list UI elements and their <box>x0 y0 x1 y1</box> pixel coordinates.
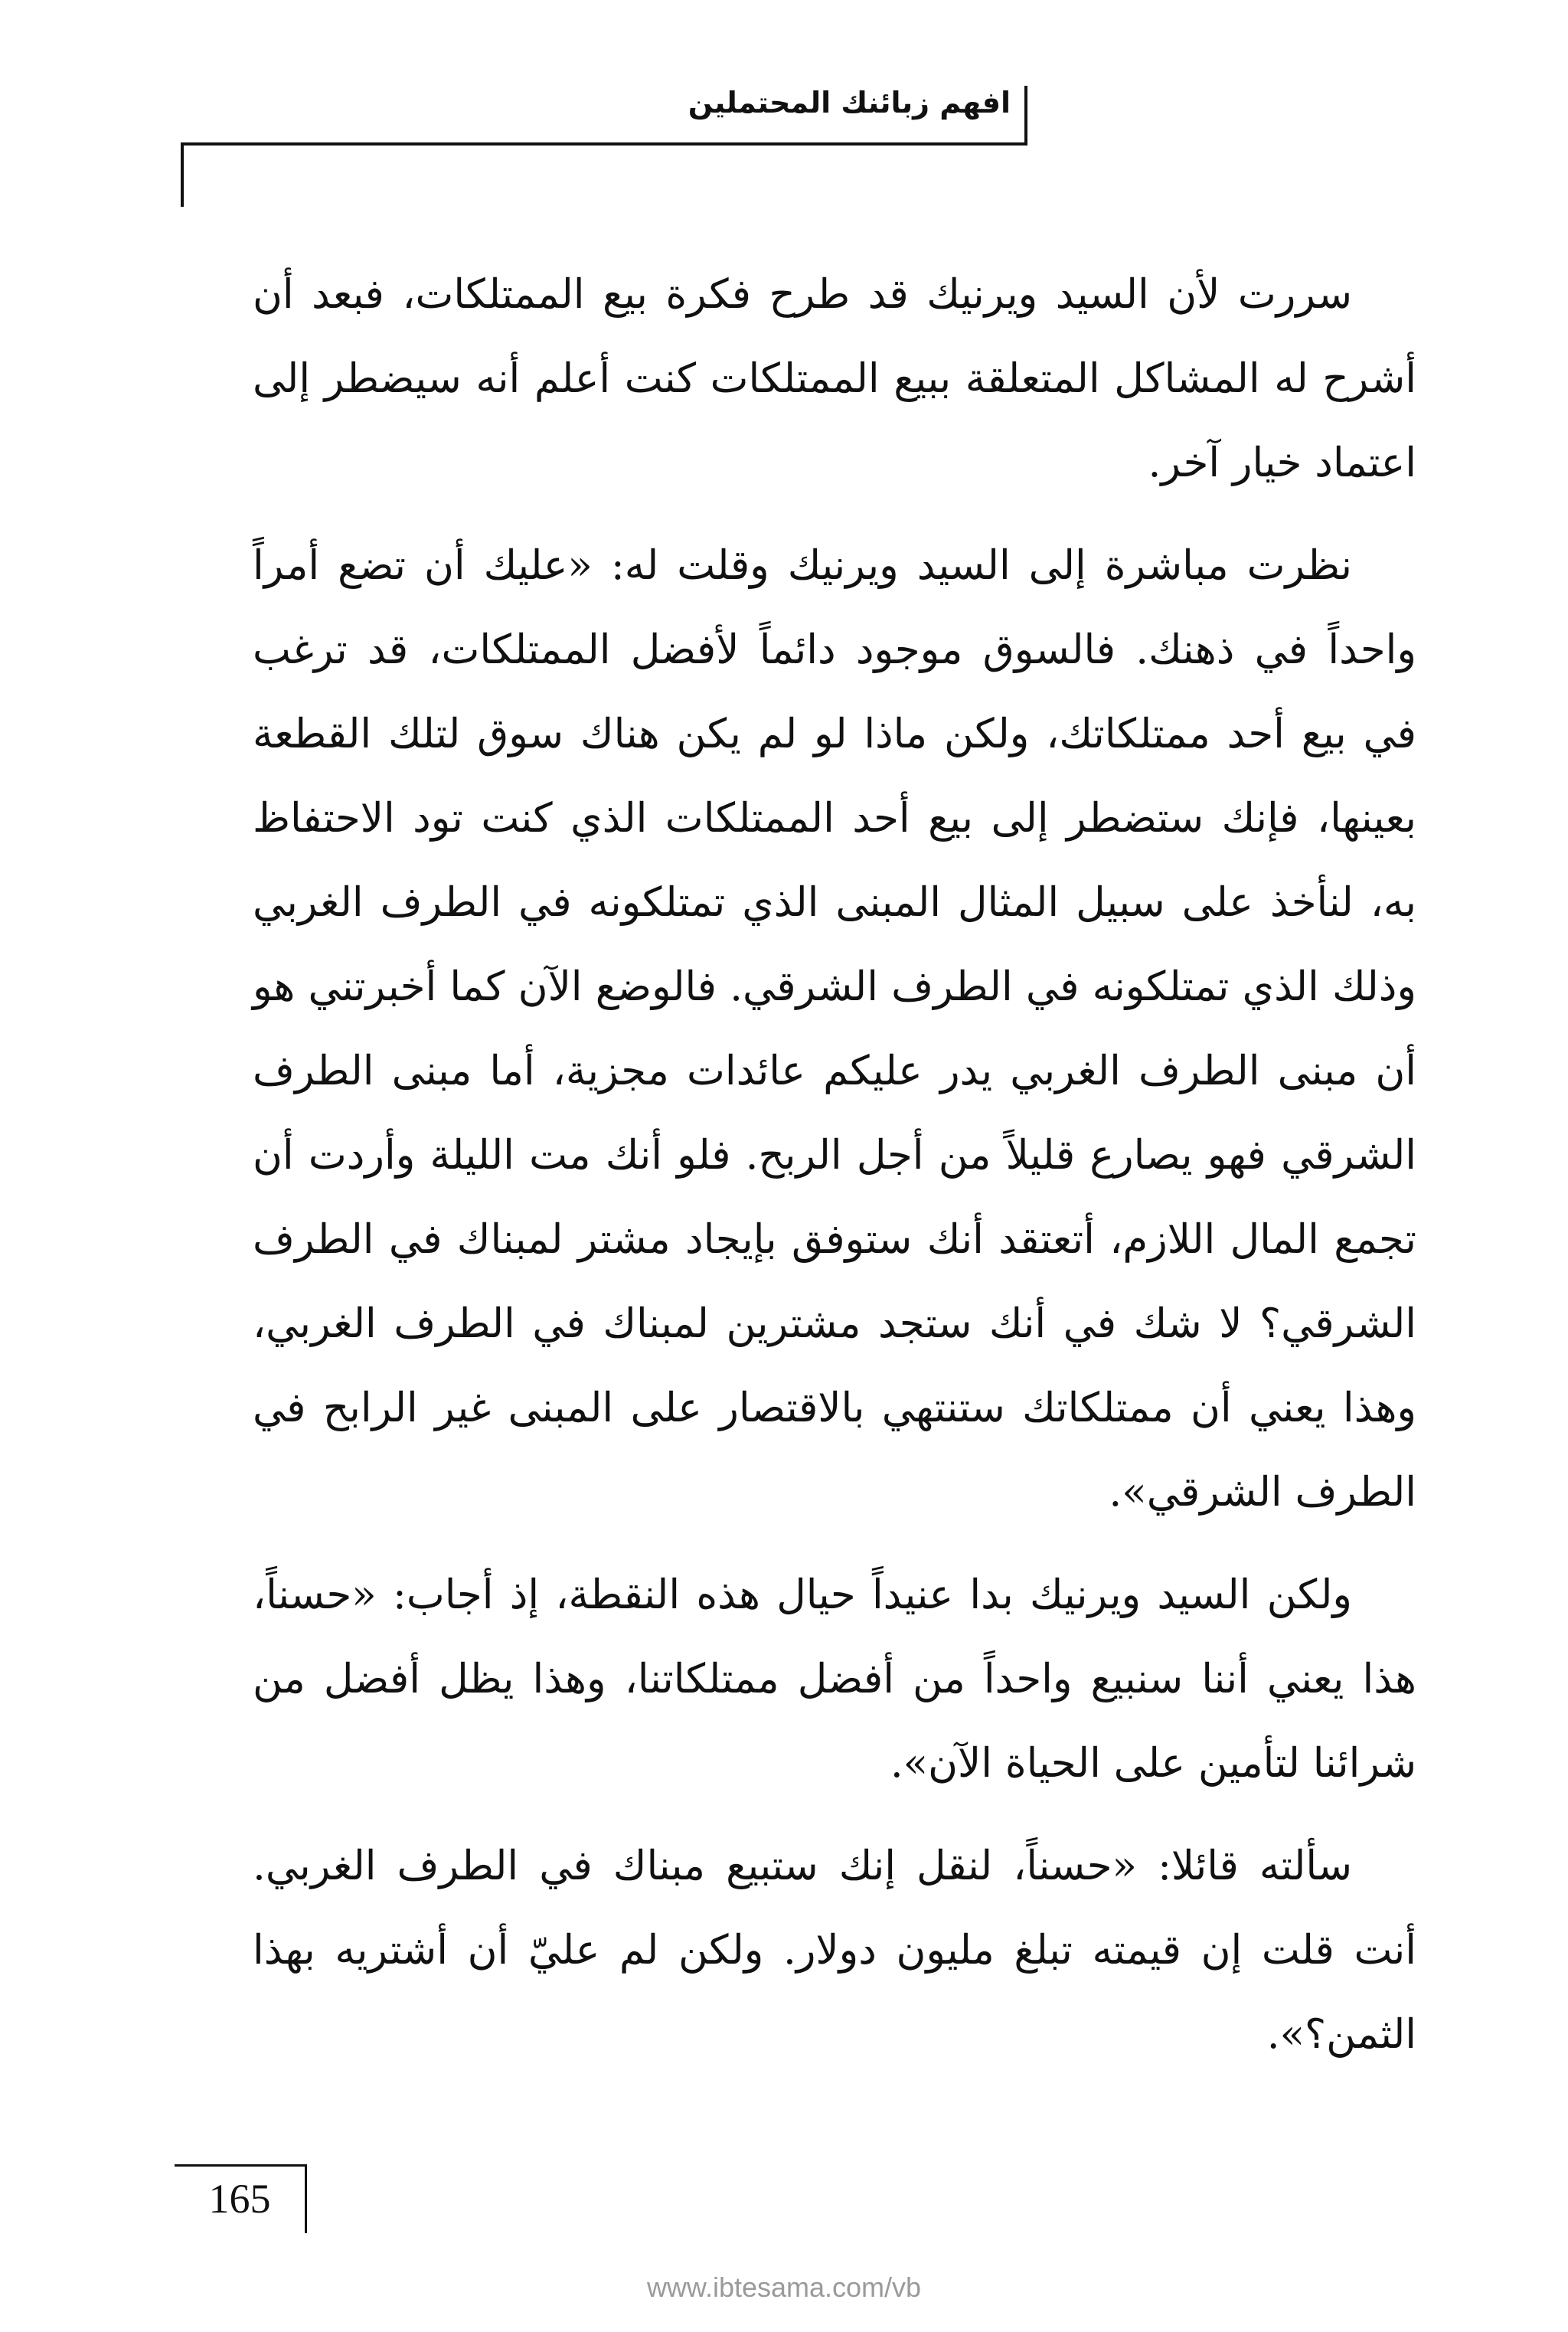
running-header-title: افهم زبائنك المحتملين <box>688 86 1011 119</box>
page-number-rule-horizontal <box>175 2164 306 2167</box>
body-text <box>253 253 1416 2095</box>
watermark-url: www.ibtesama.com/vb <box>646 2271 922 2303</box>
header-rule-horizontal <box>181 142 1027 146</box>
header-rule-vertical-left <box>181 142 184 207</box>
paragraph: نظرت مباشرة إلى السيد ويرنيك وقلت له: «عليك أن تضع أمراً واحداً في ذهنك. فالسوق موجود دائماً لأفضل الممتلكات، قد ترغب في بيع أحد ممتلكاتك، ولكن ماذا لو لم يكن هناك سوق لتلك القطعة بعينها، فإنك ستضطر إلى بيع أحد الممتلكات الذي كنت تود الاحتفاظ به، لنأخذ على سبيل المثال المبنى الذي تمتلكونه في الطرف الغربي وذلك الذي تمتلكونه في الطرف الشرقي. فالوضع الآن كما أخبرتني هو أن مبنى الطرف الغربي يدر عليكم عائدات مجزية، أما مبنى الطرف الشرقي فهو يصارع قليلاً من أجل الربح. فلو أنك مت الليلة وأردت أن تجمع المال اللازم، أتعتقد أنك ستوفق بإيجاد مشتر لمبناك في الطرف الشرقي؟ لا شك في أنك ستجد مشترين لمبناك في الطرف الغربي، وهذا يعني أن ممتلكاتك ستنتهي بالاقتصار على المبنى غير الرابح في الطرف الشرقي». <box>253 542 1416 1516</box>
header-rule-vertical-right <box>1024 86 1027 144</box>
paragraph: سألته قائلا: «حسناً، لنقل إنك ستبيع مبناك في الطرف الغربي. أنت قلت إن قيمته تبلغ مليون دولار. ولكن لم عليّ أن أشتريه بهذا الثمن؟». <box>253 1843 1416 2058</box>
page-number: 165 <box>208 2176 271 2222</box>
paragraph: سررت لأن السيد ويرنيك قد طرح فكرة بيع الممتلكات، فبعد أن أشرح له المشاكل المتعلقة ببيع الممتلكات كنت أعلم أنه سيضطر إلى اعتماد خيار آخر. <box>253 271 1416 486</box>
page-number-rule-vertical <box>305 2164 307 2233</box>
paragraph: ولكن السيد ويرنيك بدا عنيداً حيال هذه النقطة، إذ أجاب: «حسناً، هذا يعني أننا سنبيع واحداً من أفضل ممتلكاتنا، وهذا يظل أفضل من شرائنا لتأمين على الحياة الآن». <box>253 1572 1416 1787</box>
